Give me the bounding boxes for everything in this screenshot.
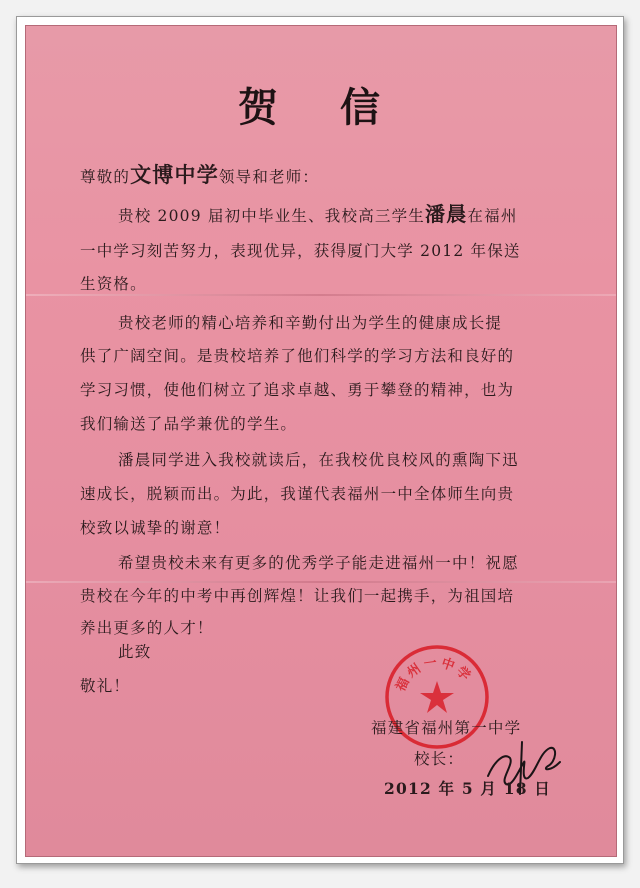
letter-date: 2012 年 5 月 18 日 xyxy=(384,779,551,798)
seal-star-icon xyxy=(420,681,454,713)
para4-line2: 贵校在今年的中考中再创辉煌！让我们一起携手，为祖国培 xyxy=(80,587,515,605)
para4-line3: 养出更多的人才！ xyxy=(80,619,214,637)
salutation-prefix: 尊敬的 xyxy=(80,168,131,186)
student-name: 潘晨 xyxy=(425,202,468,226)
paper-fold xyxy=(26,581,616,583)
para2-line3: 学习习惯，使他们树立了追求卓越、勇于攀登的精神，也为 xyxy=(80,381,515,399)
seal-text: 福州一中学 xyxy=(393,655,475,695)
closing-cizhi: 此致 xyxy=(118,643,152,661)
salutation-suffix: 领导和老师： xyxy=(218,168,320,186)
para2-line2: 供了广阔空间。是贵校培养了他们科学的学习方法和良好的 xyxy=(80,347,515,365)
salutation xyxy=(80,159,319,189)
photo-frame xyxy=(16,16,624,864)
paper-fold xyxy=(26,294,616,296)
para2-line1: 贵校老师的精心培养和辛勤付出为学生的健康成长提 xyxy=(118,314,503,332)
para3-line3: 校致以诚挚的谢意！ xyxy=(80,519,231,537)
para2-line4: 我们输送了品学兼优的学生。 xyxy=(80,415,298,433)
para4-line1: 希望贵校未来有更多的优秀学子能走进福州一中！祝愿 xyxy=(118,554,519,572)
para3-line2: 速成长，脱颖而出。为此，我谨代表福州一中全体师生向贵 xyxy=(80,485,515,503)
para1-text: 在福州 xyxy=(467,207,518,225)
para1-text: 贵校 2009 届初中毕业生、我校高三学生 xyxy=(118,207,426,225)
letter-title: 贺 信 xyxy=(238,84,404,131)
para1-line1 xyxy=(118,198,518,227)
school-name: 文博中学 xyxy=(130,162,219,187)
para1-line2: 一中学习刻苦努力，表现优异，获得厦门大学 2012 年保送 xyxy=(80,242,521,260)
letter-paper xyxy=(25,25,617,857)
para3-line1: 潘晨同学进入我校就读后，在我校优良校风的熏陶下迅 xyxy=(118,451,519,469)
para1-line3: 生资格。 xyxy=(80,275,147,293)
principal-label: 校长： xyxy=(414,750,465,768)
closing-jingli: 敬礼！ xyxy=(80,677,131,695)
signing-organization: 福建省福州第一中学 xyxy=(371,719,522,737)
